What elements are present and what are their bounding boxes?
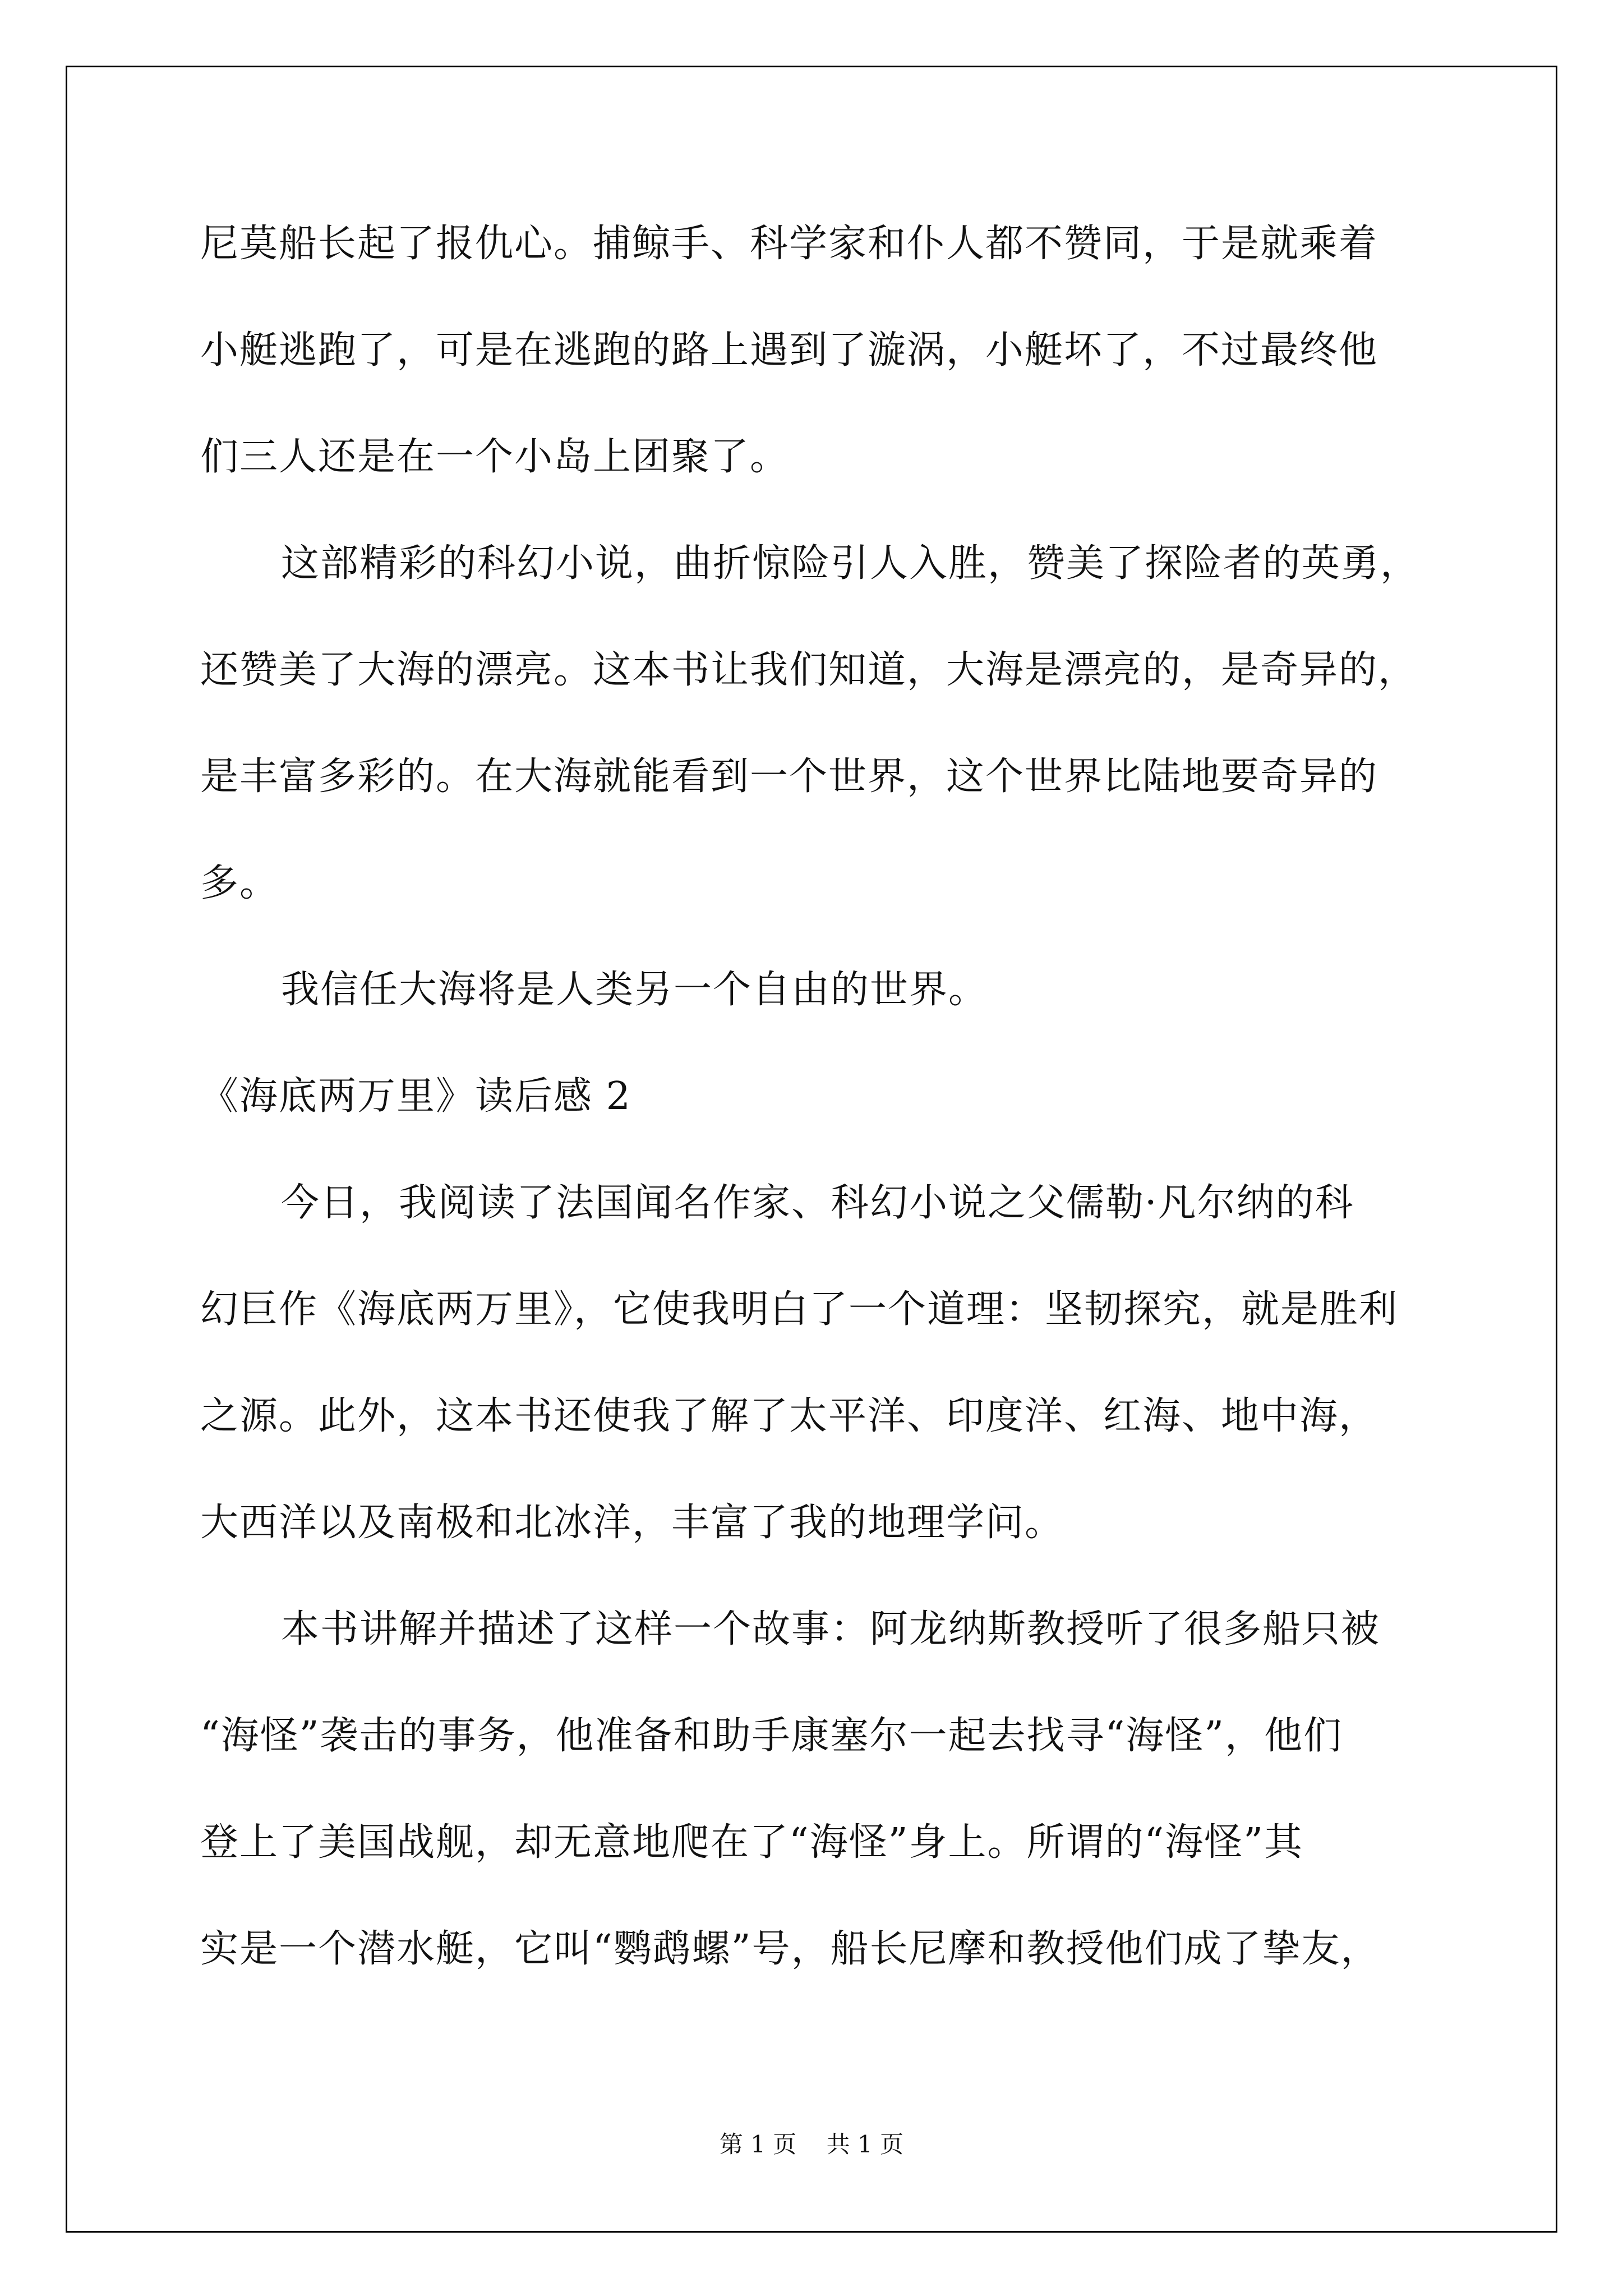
text-line: 大西洋以及南极和北冰洋，丰富了我的地理学问。 [200,1501,1064,1545]
document-body [200,216,1434,2028]
paragraph-start-line: 我信任大海将是人类另一个自由的世界。 [281,968,988,1012]
page-footer: 第 1 页 共 1 页 [719,2131,904,2158]
paragraph-start-line: 这部精彩的科幻小说，曲折惊险引人入胜，赞美了探险者的英勇， [281,541,1420,586]
text-line: 是丰富多彩的。在大海就能看到一个世界，这个世界比陆地要奇异的 [200,754,1378,799]
text-line: 幻巨作《海底两万里》，它使我明白了一个道理：坚韧探究，就是胜利 [200,1287,1399,1332]
text-line: 之源。此外，这本书还使我了解了太平洋、印度洋、红海、地中海， [200,1394,1378,1438]
text-line: 登上了美国战舰，却无意地爬在了“海怪”身上。所谓的“海怪”其 [200,1820,1304,1865]
section-heading: 《海底两万里》读后感 2 [200,1074,631,1119]
text-line: “海怪”袭击的事务，他准备和助手康塞尔一起去找寻“海怪”，他们 [200,1714,1343,1758]
paragraph-start-line: 今日，我阅读了法国闻名作家、科幻小说之父儒勒·凡尔纳的科 [281,1181,1354,1225]
text-line: 多。 [200,861,279,905]
text-line: 尼莫船长起了报仇心。捕鲸手、科学家和仆人都不赞同，于是就乘着 [200,222,1378,266]
paragraph-start-line: 本书讲解并描述了这样一个故事：阿龙纳斯教授听了很多船只被 [281,1607,1381,1651]
text-line: 还赞美了大海的漂亮。这本书让我们知道，大海是漂亮的，是奇异的， [200,648,1418,692]
text-line: 小艇逃跑了，可是在逃跑的路上遇到了漩涡，小艇坏了，不过最终他 [200,328,1378,372]
text-line: 们三人还是在一个小岛上团聚了。 [200,435,790,479]
text-line: 实是一个潜水艇，它叫“鹦鹉螺”号，船长尼摩和教授他们成了挚友， [200,1927,1380,1971]
